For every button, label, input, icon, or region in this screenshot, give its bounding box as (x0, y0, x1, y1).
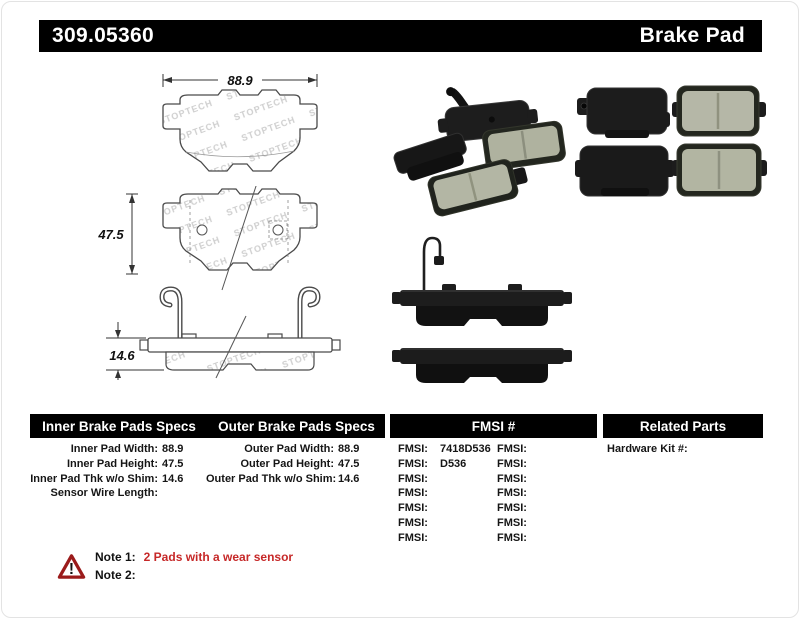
product-photo-pads-grid (575, 84, 767, 204)
pad-edge-top (392, 284, 572, 326)
table-header-outer-specs (208, 414, 385, 438)
dim-arrow-right (308, 77, 317, 83)
table-row (497, 442, 539, 457)
pad-back-top-left (577, 88, 670, 138)
table-header-inner-specs (30, 414, 208, 438)
table-row (497, 501, 539, 516)
retaining-clip-left (162, 289, 180, 338)
fmsi-column-2 (497, 442, 539, 546)
table-row (398, 472, 491, 487)
table-header-outer-label: Outer Brake Pads Specs (218, 418, 375, 434)
retaining-clip-right (300, 289, 318, 338)
product-photo-edge-view-with-sensor (390, 226, 574, 388)
friction-material-edge (166, 352, 314, 370)
dim-thickness-label: 14.6 (109, 348, 135, 363)
warning-triangle-icon (57, 553, 86, 580)
warning-exclamation: ! (68, 561, 75, 579)
related-part-label: Hardware Kit #: (607, 443, 688, 455)
spec-label: Outer Pad Thk w/o Shim: (206, 472, 337, 485)
table-row (206, 472, 359, 487)
table-row (30, 457, 183, 472)
fmsi-label: FMSI: (497, 502, 527, 515)
backing-plate-edge (148, 338, 332, 352)
pad-edge-bottom (392, 348, 572, 383)
pad-friction-bottom-right (672, 144, 767, 196)
table-header-fmsi (390, 414, 597, 438)
category-title: Brake Pad (639, 24, 745, 47)
table-header-related-label: Related Parts (639, 418, 727, 434)
table-row (206, 457, 359, 472)
dim-arrow-up (129, 194, 135, 203)
table-row (30, 486, 183, 501)
table-row (497, 472, 539, 487)
wear-sensor-wire (424, 238, 444, 290)
pad-outline-front (163, 90, 317, 171)
note-2-row (95, 567, 144, 584)
outer-specs-column (206, 442, 359, 486)
table-row (497, 516, 539, 531)
fmsi-value: D536 (440, 457, 467, 470)
fmsi-label: FMSI: (497, 531, 527, 544)
pad-back-bottom-left (575, 146, 674, 196)
fmsi-label: FMSI: (398, 516, 428, 529)
spec-value: 47.5 (162, 457, 184, 470)
dim-height-label: 47.5 (98, 227, 124, 242)
diagram-edge-view (96, 280, 360, 380)
note-1-label: Note 1: (95, 550, 136, 564)
table-row (30, 442, 183, 457)
fmsi-label: FMSI: (497, 457, 527, 470)
header-bar (39, 20, 762, 52)
fmsi-label: FMSI: (497, 516, 527, 529)
spec-value: 88.9 (162, 443, 184, 455)
dim-arrow-thk-top (115, 330, 121, 338)
related-parts-column (607, 442, 696, 457)
table-header-related-parts (603, 414, 763, 438)
fmsi-label: FMSI: (398, 502, 428, 515)
note-1-row (95, 549, 293, 566)
spec-value: 14.6 (162, 472, 184, 485)
spec-label: Sensor Wire Length: (50, 487, 158, 500)
diagram-front-view (138, 70, 342, 182)
table-row (497, 531, 539, 546)
dim-arrow-left (163, 77, 172, 83)
fmsi-column-1 (398, 442, 491, 546)
table-header-fmsi-label: FMSI # (471, 418, 516, 434)
table-row (497, 486, 539, 501)
table-row (607, 442, 696, 457)
dim-arrow-thk-bottom (115, 370, 121, 378)
fmsi-label: FMSI: (398, 487, 428, 500)
spec-label: Outer Pad Height: (240, 457, 334, 470)
fmsi-label: FMSI: (398, 472, 428, 485)
product-photo-perspective-group (392, 84, 570, 218)
table-row (30, 472, 183, 487)
table-row (398, 442, 491, 457)
spec-value: 14.6 (338, 472, 360, 485)
table-row (398, 501, 491, 516)
table-header-inner-label: Inner Brake Pads Specs (42, 418, 196, 434)
fmsi-label: FMSI: (398, 443, 428, 455)
table-row (206, 442, 359, 457)
table-row (398, 486, 491, 501)
fmsi-label: FMSI: (398, 457, 428, 470)
spec-label: Inner Pad Thk w/o Shim: (30, 472, 158, 485)
note-1-text: 2 Pads with a wear sensor (143, 550, 294, 564)
dim-arrow-down (129, 265, 135, 274)
part-number: 309.05360 (52, 24, 154, 47)
fmsi-value: 7418D536 (440, 443, 491, 455)
dim-width-label: 88.9 (227, 73, 253, 88)
pad-outline-back (163, 189, 317, 270)
spec-label: Outer Pad Width: (244, 443, 334, 455)
table-row (398, 531, 491, 546)
table-row (398, 516, 491, 531)
fmsi-label: FMSI: (497, 472, 527, 485)
pad-friction-top-right (672, 86, 766, 136)
inner-specs-column (30, 442, 183, 501)
note-2-label: Note 2: (95, 568, 136, 582)
spec-value: 88.9 (338, 443, 360, 455)
table-row (398, 457, 491, 472)
fmsi-label: FMSI: (497, 443, 527, 455)
spec-label: Inner Pad Height: (66, 457, 158, 470)
table-row (497, 457, 539, 472)
spec-label: Inner Pad Width: (70, 443, 158, 455)
fmsi-label: FMSI: (398, 531, 428, 544)
fmsi-label: FMSI: (497, 487, 527, 500)
spec-value: 47.5 (338, 457, 360, 470)
